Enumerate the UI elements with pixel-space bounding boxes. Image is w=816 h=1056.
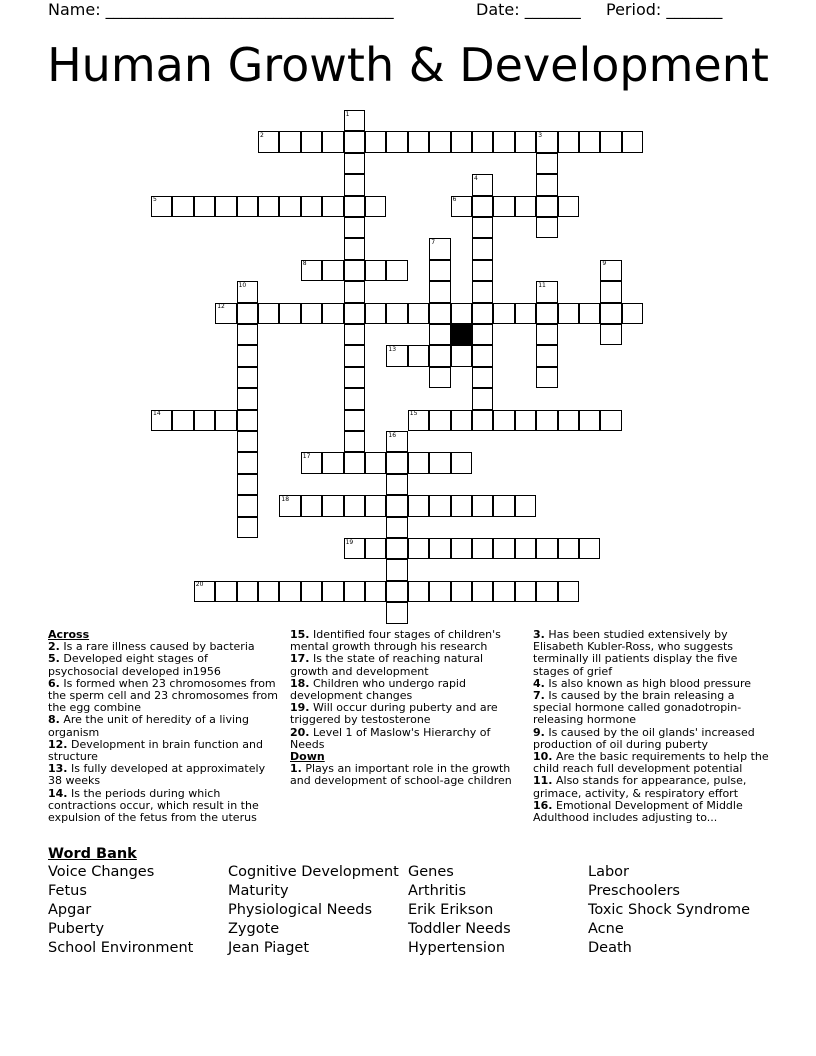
crossword-cell[interactable] xyxy=(536,217,557,238)
crossword-cell[interactable] xyxy=(344,281,365,302)
crossword-cell[interactable] xyxy=(344,238,365,259)
crossword-cell[interactable] xyxy=(536,196,557,217)
word-bank-word: Hypertension xyxy=(408,940,506,956)
period-field-label: Period: _______ xyxy=(606,0,723,19)
clue-number: 15. xyxy=(290,628,310,641)
crossword-cell[interactable] xyxy=(472,260,493,281)
crossword-cell[interactable] xyxy=(344,367,365,388)
crossword-cell[interactable] xyxy=(515,410,536,431)
crossword-black-cell xyxy=(451,324,472,345)
crossword-cell[interactable] xyxy=(472,388,493,409)
clue-text: Emotional Development of Middle Adulthood includes adjusting to... xyxy=(533,798,743,825)
clue-number-label: 2 xyxy=(260,131,264,139)
crossword-cell[interactable] xyxy=(365,196,386,217)
word-bank-word: Genes xyxy=(408,864,454,880)
crossword-cell[interactable] xyxy=(429,581,450,602)
crossword-cell[interactable] xyxy=(622,303,643,324)
crossword-cell[interactable] xyxy=(536,303,557,324)
word-bank-word: Arthritis xyxy=(408,883,467,899)
word-bank-word: Death xyxy=(588,940,632,956)
clue-number: 1. xyxy=(290,762,302,776)
word-bank-word: Erik Erikson xyxy=(408,902,494,918)
crossword-cell[interactable] xyxy=(322,495,343,516)
crossword-cell[interactable] xyxy=(258,581,279,602)
crossword-cell[interactable] xyxy=(237,196,258,217)
word-bank-word: Voice Changes xyxy=(48,864,155,880)
clues-column-2 xyxy=(290,629,522,788)
clue-number: 2. xyxy=(48,640,60,654)
clue-item xyxy=(533,629,773,678)
crossword-cell[interactable] xyxy=(344,260,365,281)
clue-item xyxy=(290,727,522,751)
crossword-cell[interactable] xyxy=(344,217,365,238)
crossword-cell[interactable] xyxy=(344,153,365,174)
crossword-cell[interactable] xyxy=(536,410,557,431)
clue-text: Development in brain function and structure xyxy=(48,737,263,764)
crossword-cell[interactable] xyxy=(451,131,472,152)
word-bank-word: Puberty xyxy=(48,921,105,937)
crossword-cell[interactable] xyxy=(515,581,536,602)
crossword-cell[interactable] xyxy=(600,281,621,302)
word-bank-word: Apgar xyxy=(48,902,92,918)
crossword-cell[interactable] xyxy=(536,153,557,174)
word-bank-word: Acne xyxy=(588,921,624,937)
crossword-cell[interactable] xyxy=(472,410,493,431)
crossword-cell[interactable] xyxy=(515,303,536,324)
crossword-cell[interactable] xyxy=(515,495,536,516)
crossword-cell[interactable] xyxy=(536,538,557,559)
crossword-cell[interactable] xyxy=(429,281,450,302)
crossword-cell[interactable] xyxy=(365,495,386,516)
crossword-cell[interactable] xyxy=(322,131,343,152)
clue-item xyxy=(48,714,280,738)
crossword-cell[interactable] xyxy=(408,452,429,473)
crossword-cell[interactable] xyxy=(493,131,514,152)
crossword-cell[interactable] xyxy=(279,196,300,217)
clue-number: 13. xyxy=(48,762,68,776)
clue-number-label: 16 xyxy=(388,431,397,439)
crossword-cell[interactable] xyxy=(365,131,386,152)
clue-item xyxy=(533,751,773,775)
clue-text: Also stands for appearance, pulse, grimace, activity, & respiratory effort xyxy=(533,774,747,800)
crossword-cell[interactable] xyxy=(472,538,493,559)
crossword-cell[interactable] xyxy=(536,367,557,388)
crossword-cell[interactable] xyxy=(579,131,600,152)
clue-number-label: 3 xyxy=(538,131,543,139)
crossword-cell[interactable] xyxy=(237,452,258,473)
crossword-cell[interactable] xyxy=(344,345,365,366)
crossword-cell[interactable] xyxy=(237,345,258,366)
crossword-cell[interactable] xyxy=(301,196,322,217)
clue-text: Will occur during puberty and are triggered by testosterone xyxy=(290,701,498,727)
word-bank-word: Maturity xyxy=(228,883,289,899)
clue-number-label: 18 xyxy=(281,495,290,503)
crossword-cell[interactable] xyxy=(472,281,493,302)
crossword-cell[interactable] xyxy=(536,581,557,602)
crossword-cell[interactable] xyxy=(386,260,407,281)
crossword-cell[interactable] xyxy=(344,495,365,516)
crossword-cell[interactable] xyxy=(344,410,365,431)
clue-number-label: 4 xyxy=(474,174,478,182)
crossword-cell[interactable] xyxy=(258,196,279,217)
crossword-cell[interactable] xyxy=(451,495,472,516)
clue-number-label: 15 xyxy=(409,410,418,418)
clue-text: Are the unit of heredity of a living organism xyxy=(48,713,249,739)
word-bank-word: Fetus xyxy=(48,883,87,899)
clue-item xyxy=(290,763,522,787)
clue-item xyxy=(48,763,280,787)
crossword-cell[interactable] xyxy=(172,410,193,431)
word-bank-column xyxy=(48,863,193,958)
crossword-cell[interactable] xyxy=(493,410,514,431)
crossword-cell[interactable] xyxy=(237,303,258,324)
crossword-cell[interactable] xyxy=(558,538,579,559)
clue-item xyxy=(290,702,522,726)
crossword-cell[interactable] xyxy=(365,303,386,324)
page-title: Human Growth & Development xyxy=(47,38,769,92)
clue-number-label: 19 xyxy=(345,538,354,546)
clue-text: Is the state of reaching natural growth and development xyxy=(290,652,484,678)
crossword-cell[interactable] xyxy=(472,131,493,152)
clue-number-label: 7 xyxy=(431,238,436,246)
crossword-cell[interactable] xyxy=(472,345,493,366)
crossword-cell[interactable] xyxy=(429,495,450,516)
crossword-cell[interactable] xyxy=(536,345,557,366)
crossword-cell[interactable] xyxy=(515,196,536,217)
word-bank-column xyxy=(588,863,750,958)
crossword-cell[interactable] xyxy=(558,303,579,324)
crossword-cell[interactable] xyxy=(365,581,386,602)
crossword-cell[interactable] xyxy=(386,495,407,516)
clue-number: 17. xyxy=(290,652,310,666)
clue-item xyxy=(48,739,280,763)
crossword-cell[interactable] xyxy=(237,410,258,431)
clue-text: Is a rare illness caused by bacteria xyxy=(63,640,255,654)
crossword-cell[interactable] xyxy=(408,131,429,152)
crossword-cell[interactable] xyxy=(451,581,472,602)
crossword-cell[interactable] xyxy=(579,410,600,431)
crossword-cell[interactable] xyxy=(515,538,536,559)
clue-number-label: 6 xyxy=(452,196,457,204)
crossword-cell[interactable] xyxy=(237,367,258,388)
crossword-cell[interactable] xyxy=(558,581,579,602)
crossword-cell[interactable] xyxy=(451,452,472,473)
word-bank-word: Preschoolers xyxy=(588,883,680,899)
crossword-cell[interactable] xyxy=(429,303,450,324)
crossword-cell[interactable] xyxy=(472,581,493,602)
clue-number: 18. xyxy=(290,676,310,690)
word-bank-word: Labor xyxy=(588,864,630,880)
clues-column-1 xyxy=(48,629,280,824)
crossword-cell[interactable] xyxy=(344,581,365,602)
crossword-cell[interactable] xyxy=(515,131,536,152)
crossword-cell[interactable] xyxy=(622,131,643,152)
clue-text: Is caused by the brain releasing a special hormone called gonadotropin-releasing hormone xyxy=(533,689,742,727)
clue-number-label: 8 xyxy=(302,260,307,268)
clue-item xyxy=(290,629,522,653)
crossword-cell[interactable] xyxy=(215,410,236,431)
crossword-cell[interactable] xyxy=(408,303,429,324)
clue-number-label: 12 xyxy=(217,303,225,311)
crossword-cell[interactable] xyxy=(600,324,621,345)
crossword-cell[interactable] xyxy=(301,495,322,516)
crossword-cell[interactable] xyxy=(237,474,258,495)
clue-text: Is the periods during which contractions occur, which result in the expulsion of the fetus from the uterus xyxy=(48,786,259,825)
clue-number: 11. xyxy=(533,774,553,788)
clue-text: Level 1 of Maslow's Hierarchy of Needs xyxy=(290,725,491,751)
crossword-cell[interactable] xyxy=(344,131,365,152)
crossword-cell[interactable] xyxy=(322,260,343,281)
crossword-cell[interactable] xyxy=(365,452,386,473)
clue-number-label: 11 xyxy=(538,281,546,289)
clue-item xyxy=(290,653,522,677)
crossword-cell[interactable] xyxy=(451,410,472,431)
clue-number: 12. xyxy=(48,737,68,751)
crossword-cell[interactable] xyxy=(322,452,343,473)
crossword-cell[interactable] xyxy=(322,196,343,217)
word-bank-title: Word Bank xyxy=(48,846,137,862)
clue-text: Has been studied extensively by Elisabeth Kubler-Ross, who suggests terminally ill patients display the five stages of grief xyxy=(533,628,738,678)
clue-text: Children who undergo rapid development changes xyxy=(290,676,466,703)
clue-number: 10. xyxy=(533,750,553,764)
clue-number-label: 20 xyxy=(195,581,204,589)
clue-item xyxy=(48,678,280,715)
crossword-cell[interactable] xyxy=(344,174,365,195)
crossword-cell[interactable] xyxy=(472,324,493,345)
crossword-cell[interactable] xyxy=(215,196,236,217)
crossword-cell[interactable] xyxy=(429,345,450,366)
clue-text: Is caused by the oil glands' increased production of oil during puberty xyxy=(533,725,755,751)
clues-column-3 xyxy=(533,629,773,824)
crossword-cell[interactable] xyxy=(493,538,514,559)
clue-number: 7. xyxy=(533,689,545,703)
word-bank-word: School Environment xyxy=(48,940,194,956)
clue-number: 16. xyxy=(533,798,553,812)
crossword-cell[interactable] xyxy=(386,303,407,324)
clue-text: Plays an important role in the growth and development of school-age children xyxy=(290,762,512,788)
word-bank-word: Zygote xyxy=(228,921,280,937)
crossword-cell[interactable] xyxy=(237,324,258,345)
clue-item xyxy=(48,653,280,677)
crossword-cell[interactable] xyxy=(237,388,258,409)
crossword-cell[interactable] xyxy=(386,131,407,152)
clue-item xyxy=(48,788,280,825)
word-bank-word: Jean Piaget xyxy=(228,940,310,956)
crossword-cell[interactable] xyxy=(408,581,429,602)
crossword-cell[interactable] xyxy=(493,581,514,602)
clue-text: Developed eight stages of psychosocial developed in1956 xyxy=(48,652,221,678)
crossword-cell[interactable] xyxy=(344,388,365,409)
crossword-cell[interactable] xyxy=(429,260,450,281)
crossword-cell[interactable] xyxy=(429,538,450,559)
crossword-cell[interactable] xyxy=(472,217,493,238)
crossword-cell[interactable] xyxy=(558,131,579,152)
crossword-cell[interactable] xyxy=(365,538,386,559)
clue-number: 19. xyxy=(290,701,310,715)
crossword-cell[interactable] xyxy=(237,517,258,538)
crossword-cell[interactable] xyxy=(279,303,300,324)
crossword-cell[interactable] xyxy=(386,581,407,602)
word-bank-word: Toddler Needs xyxy=(408,921,511,937)
crossword-cell[interactable] xyxy=(386,559,407,580)
crossword-cell[interactable] xyxy=(365,260,386,281)
crossword-cell[interactable] xyxy=(322,581,343,602)
clue-number: 8. xyxy=(48,713,60,727)
crossword-cell[interactable] xyxy=(408,495,429,516)
crossword-cell[interactable] xyxy=(429,410,450,431)
crossword-cell[interactable] xyxy=(301,131,322,152)
clue-number: 5. xyxy=(48,652,60,666)
clue-number-label: 9 xyxy=(602,260,607,268)
crossword-cell[interactable] xyxy=(493,196,514,217)
crossword-cell[interactable] xyxy=(344,303,365,324)
crossword-cell[interactable] xyxy=(600,303,621,324)
crossword-cell[interactable] xyxy=(472,495,493,516)
clue-number-label: 5 xyxy=(153,196,157,204)
crossword-cell[interactable] xyxy=(536,174,557,195)
crossword-cell[interactable] xyxy=(579,538,600,559)
across-heading: Across xyxy=(48,628,90,641)
crossword-cell[interactable] xyxy=(301,303,322,324)
crossword-cell[interactable] xyxy=(344,452,365,473)
clue-number: 9. xyxy=(533,725,545,739)
word-bank-word: Cognitive Development xyxy=(228,864,399,880)
word-bank-word: Physiological Needs xyxy=(228,902,373,918)
crossword-cell[interactable] xyxy=(258,303,279,324)
crossword-cell[interactable] xyxy=(344,324,365,345)
crossword-cell[interactable] xyxy=(301,581,322,602)
clue-text: Is also known as high blood pressure xyxy=(548,676,752,690)
crossword-cell[interactable] xyxy=(451,538,472,559)
clue-number-label: 10 xyxy=(238,281,247,289)
crossword-cell[interactable] xyxy=(215,581,236,602)
name-field-label: Name: ____________________________________ xyxy=(48,0,394,19)
crossword-cell[interactable] xyxy=(386,452,407,473)
crossword-cell[interactable] xyxy=(558,196,579,217)
clue-text: Identified four stages of children's mental growth through his research xyxy=(290,628,501,654)
crossword-cell[interactable] xyxy=(429,131,450,152)
crossword-cell[interactable] xyxy=(237,431,258,452)
crossword-cell[interactable] xyxy=(600,410,621,431)
clue-text: Is fully developed at approximately 38 weeks xyxy=(48,762,266,788)
crossword-cell[interactable] xyxy=(279,581,300,602)
crossword-cell[interactable] xyxy=(558,410,579,431)
crossword-cell[interactable] xyxy=(172,196,193,217)
crossword-cell[interactable] xyxy=(451,345,472,366)
clue-number-label: 1 xyxy=(345,110,350,118)
clue-number-label: 14 xyxy=(153,410,161,418)
crossword-cell[interactable] xyxy=(386,517,407,538)
clue-item xyxy=(533,800,773,824)
word-bank xyxy=(48,845,788,956)
crossword-cell[interactable] xyxy=(386,602,407,623)
crossword-cell[interactable] xyxy=(194,410,215,431)
clue-item xyxy=(533,690,773,727)
crossword-cell[interactable] xyxy=(472,367,493,388)
crossword-cell[interactable] xyxy=(493,303,514,324)
clue-number-label: 17 xyxy=(302,452,311,460)
crossword-cell[interactable] xyxy=(472,196,493,217)
word-bank-word: Toxic Shock Syndrome xyxy=(588,902,750,918)
crossword-cell[interactable] xyxy=(579,303,600,324)
crossword-cell[interactable] xyxy=(344,431,365,452)
clue-item xyxy=(290,678,522,702)
clue-text: Is formed when 23 chromosomes from the sperm cell and 23 chromosomes from the egg combine xyxy=(48,676,278,715)
clue-text: Are the basic requirements to help the child reach full development potential xyxy=(533,750,769,776)
clue-number: 14. xyxy=(48,786,68,800)
date-field-label: Date: _______ xyxy=(476,0,581,19)
crossword-cell[interactable] xyxy=(322,303,343,324)
crossword-cell[interactable] xyxy=(429,367,450,388)
clue-number: 20. xyxy=(290,725,310,739)
crossword-cell[interactable] xyxy=(429,324,450,345)
crossword-cell[interactable] xyxy=(237,581,258,602)
crossword-cell[interactable] xyxy=(472,238,493,259)
crossword-cell[interactable] xyxy=(386,538,407,559)
crossword-cell[interactable] xyxy=(451,303,472,324)
crossword-cell[interactable] xyxy=(493,495,514,516)
clue-number-label: 13 xyxy=(388,345,397,353)
crossword-cell[interactable] xyxy=(472,303,493,324)
crossword-cell[interactable] xyxy=(386,474,407,495)
clue-item xyxy=(533,775,773,799)
clue-number: 3. xyxy=(533,628,545,641)
crossword-cell[interactable] xyxy=(237,495,258,516)
clue-number: 6. xyxy=(48,676,60,690)
clue-item xyxy=(533,727,773,751)
clue-number: 4. xyxy=(533,676,545,690)
word-bank-column xyxy=(408,863,511,958)
crossword-cell[interactable] xyxy=(408,345,429,366)
crossword-cell[interactable] xyxy=(600,131,621,152)
crossword-cell[interactable] xyxy=(279,131,300,152)
crossword-cell[interactable] xyxy=(194,196,215,217)
word-bank-column xyxy=(228,863,399,958)
crossword-cell[interactable] xyxy=(344,196,365,217)
crossword-cell[interactable] xyxy=(429,452,450,473)
down-heading: Down xyxy=(290,750,325,764)
crossword-cell[interactable] xyxy=(408,538,429,559)
crossword-cell[interactable] xyxy=(536,324,557,345)
